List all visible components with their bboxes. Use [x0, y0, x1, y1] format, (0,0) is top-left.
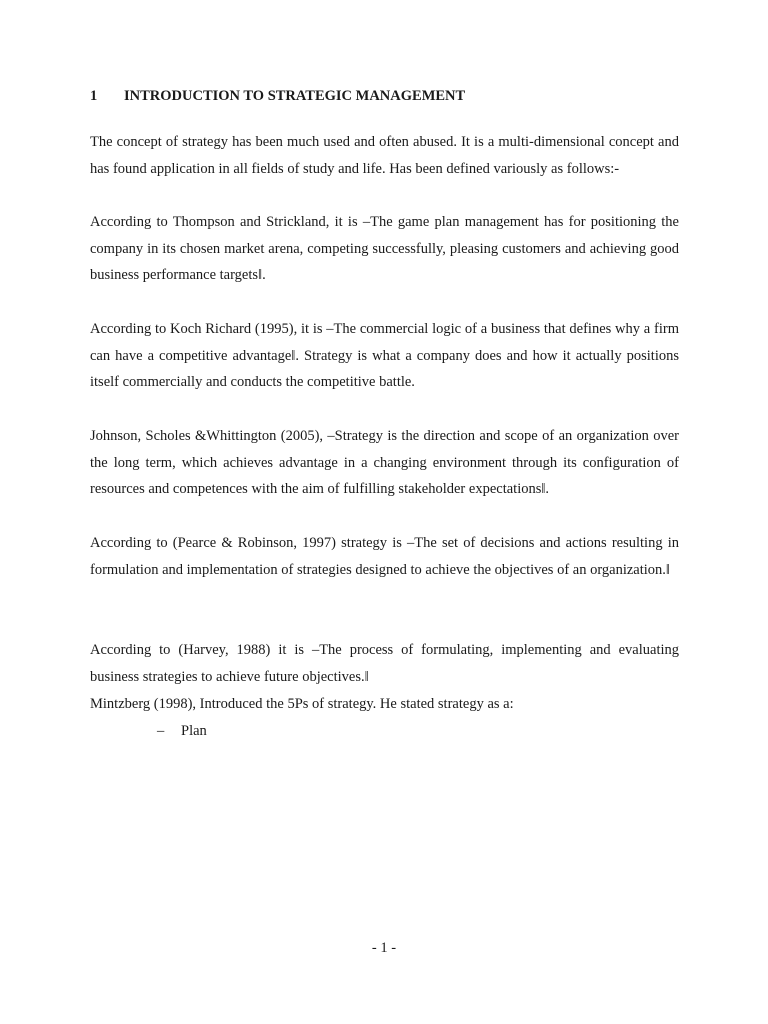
list-item-text: Plan [181, 723, 207, 739]
paragraph-strategy-concept: The concept of strategy has been much used and often abused. It is a multi-dimensional concept and has found application in all fields of study and life. Has been defined variously as follows:- [90, 134, 679, 177]
page-number: - 1 - [371, 940, 397, 956]
paragraph-koch-richard: According to Koch Richard (1995), it is –The commercial logic of a business that defines why a firm can have a competitive advantage‖. Strategy is what a company does and how it actually positions itself commercially and conducts the competitive battle. [90, 321, 679, 391]
paragraph-johnson-scholes: Johnson, Scholes &Whittington (2005), –Strategy is the direction and scope of an organization over the long term, which achieves advantage in a changing environment through its configuration of resources and competences with the aim of fulfilling stakeholder expectations‖. [90, 428, 679, 498]
section-number: 1 [90, 88, 98, 104]
section-heading [90, 88, 465, 105]
paragraph-mintzberg: Mintzberg (1998), Introduced the 5Ps of strategy. He stated strategy as a: [90, 696, 514, 712]
section-title: INTRODUCTION TO STRATEGIC MANAGEMENT [124, 88, 466, 104]
paragraph-harvey: According to (Harvey, 1988) it is –The process of formulating, implementing and evaluating business strategies to achieve future objectives.‖ [90, 642, 679, 685]
bullet-dash: – [157, 723, 165, 739]
list-item [157, 718, 207, 745]
paragraph-thompson-strickland: According to Thompson and Strickland, it is –The game plan management has for positioning the company in its chosen market arena, competing successfully, pleasing customers and achieving good business performance targets‖. [90, 214, 679, 284]
paragraph-pearce-robinson: According to (Pearce & Robinson, 1997) strategy is –The set of decisions and actions resulting in formulation and implementation of strategies designed to achieve the objectives of an organization.‖ [90, 535, 679, 578]
